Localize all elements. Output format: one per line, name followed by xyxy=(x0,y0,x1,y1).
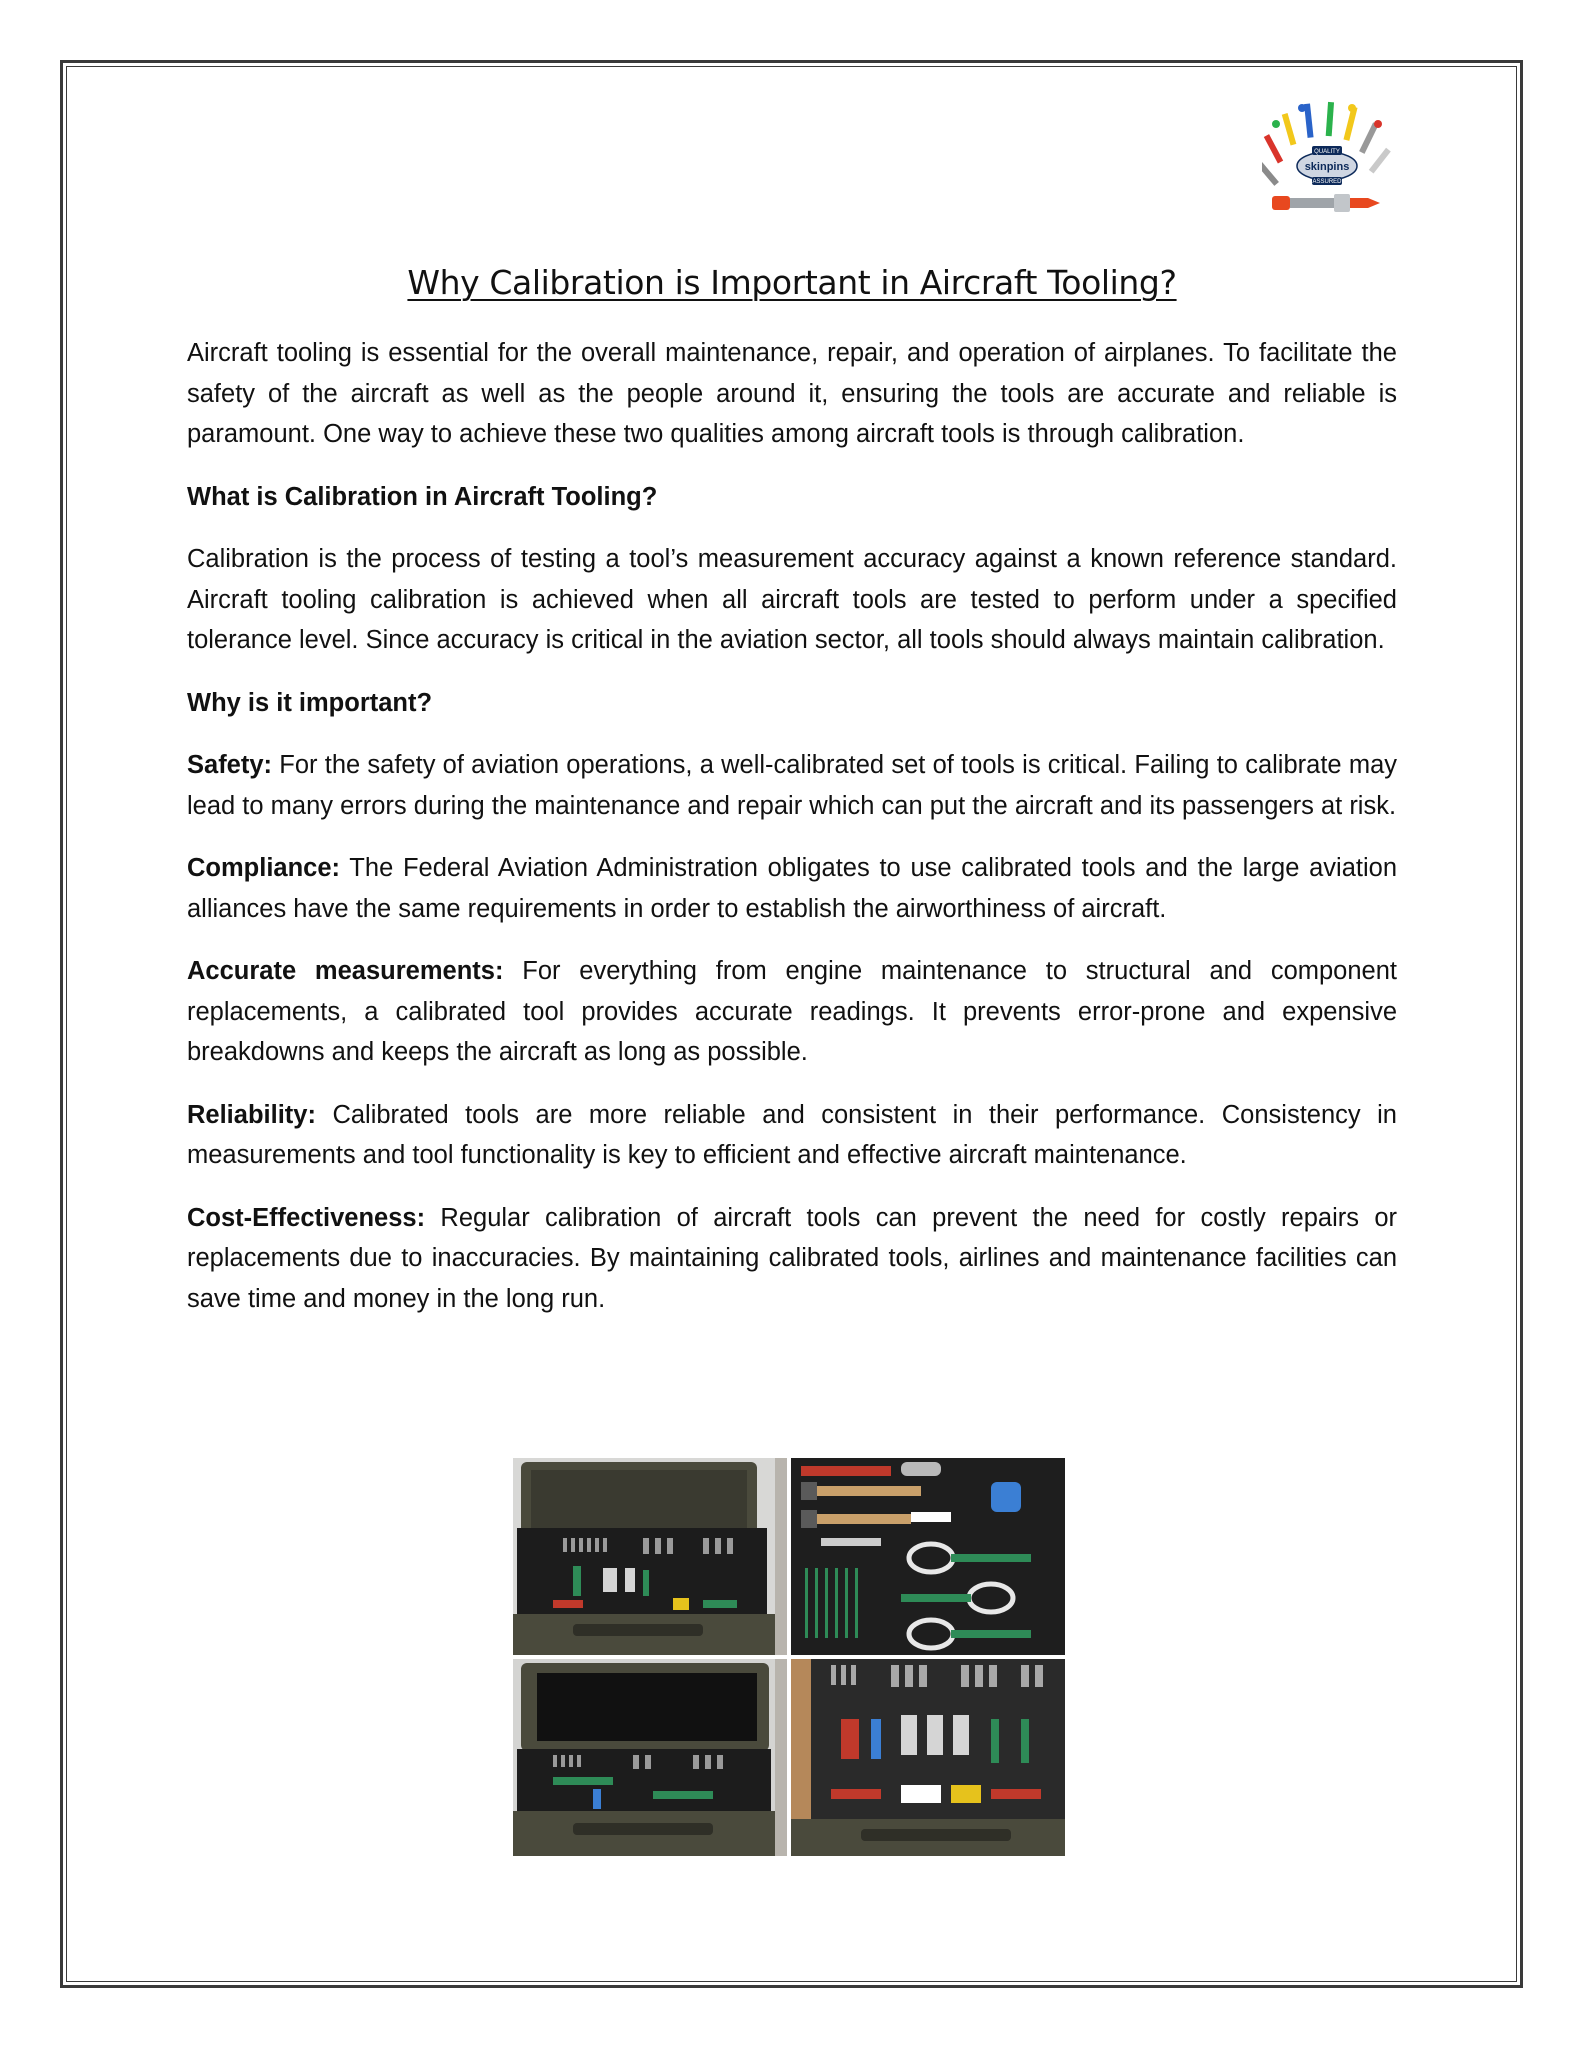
point-cost-effectiveness xyxy=(187,1198,1397,1320)
point-compliance xyxy=(187,848,1397,929)
point-safety xyxy=(187,745,1397,826)
point-reliability xyxy=(187,1095,1397,1176)
clecopin-icon xyxy=(1272,194,1380,212)
intro-paragraph: Aircraft tooling is essential for the overall maintenance, repair, and operation of airplanes. To facilitate the safety of the aircraft as well as the people around it, ensuring the tools are accurate and reliable is paramount. One way to achieve these two qualities among aircraft tools is through calibration. xyxy=(187,339,1397,448)
section-heading-what-is: What is Calibration in Aircraft Tooling? xyxy=(187,482,658,511)
point-text: Regular calibration of aircraft tools can prevent the need for costly repairs or replacements due to inaccuracies. By maintaining calibrated tools, airlines and maintenance facilities can save time and money in the long run. xyxy=(187,1203,1397,1313)
point-accurate-measurements xyxy=(187,951,1397,1073)
point-label: Safety: xyxy=(187,751,273,779)
point-text: The Federal Aviation Administration obligates to use calibrated tools and the large aviation alliances have the same requirements in order to establish the airworthiness of aircraft. xyxy=(187,854,1397,923)
point-text: For the safety of aviation operations, a well-calibrated set of tools is critical. Failing to calibrate may lead to many errors during the maintenance and repair which can put the aircraft and its passengers at risk. xyxy=(187,751,1397,820)
skinpins-logo xyxy=(1262,100,1392,218)
point-label: Cost-Effectiveness: xyxy=(187,1203,426,1232)
svg-text:skinpins: skinpins xyxy=(1304,161,1350,173)
svg-text:QUALITY: QUALITY xyxy=(1314,149,1340,155)
section-heading-why: Why is it important? xyxy=(187,688,433,717)
point-label: Compliance: xyxy=(187,854,341,882)
tool-case-photo-lid xyxy=(513,1659,787,1856)
article xyxy=(187,255,1397,1341)
tool-case-photo-detail xyxy=(791,1659,1065,1856)
point-label: Reliability: xyxy=(187,1100,316,1129)
point-label: Accurate measurements: xyxy=(187,957,504,985)
tool-case-photo-open xyxy=(513,1458,787,1655)
point-text: Calibrated tools are more reliable and consistent in their performance. Consistency in measurements and tool functionality is key to efficient and effective aircraft maintenance. xyxy=(187,1100,1397,1169)
page-title: Why Calibration is Important in Aircraft Tooling? xyxy=(407,263,1177,302)
point-text: For everything from engine maintenance to structural and component replacements, a calibrated tool provides accurate readings. It prevents error-prone and expensive breakdowns and keeps the aircraft as long as possible. xyxy=(187,957,1397,1066)
tool-tray-closeup-photo xyxy=(791,1458,1065,1655)
section-body-what-is: Calibration is the process of testing a tool’s measurement accuracy against a known reference standard. Aircraft tooling calibration is achieved when all aircraft tools are tested to perform under a specified tolerance level. Since accuracy is critical in the aviation sector, all tools should always maintain calibration. xyxy=(187,545,1397,654)
tool-photos-grid xyxy=(513,1458,1067,1856)
svg-text:ASSURED: ASSURED xyxy=(1312,179,1342,185)
